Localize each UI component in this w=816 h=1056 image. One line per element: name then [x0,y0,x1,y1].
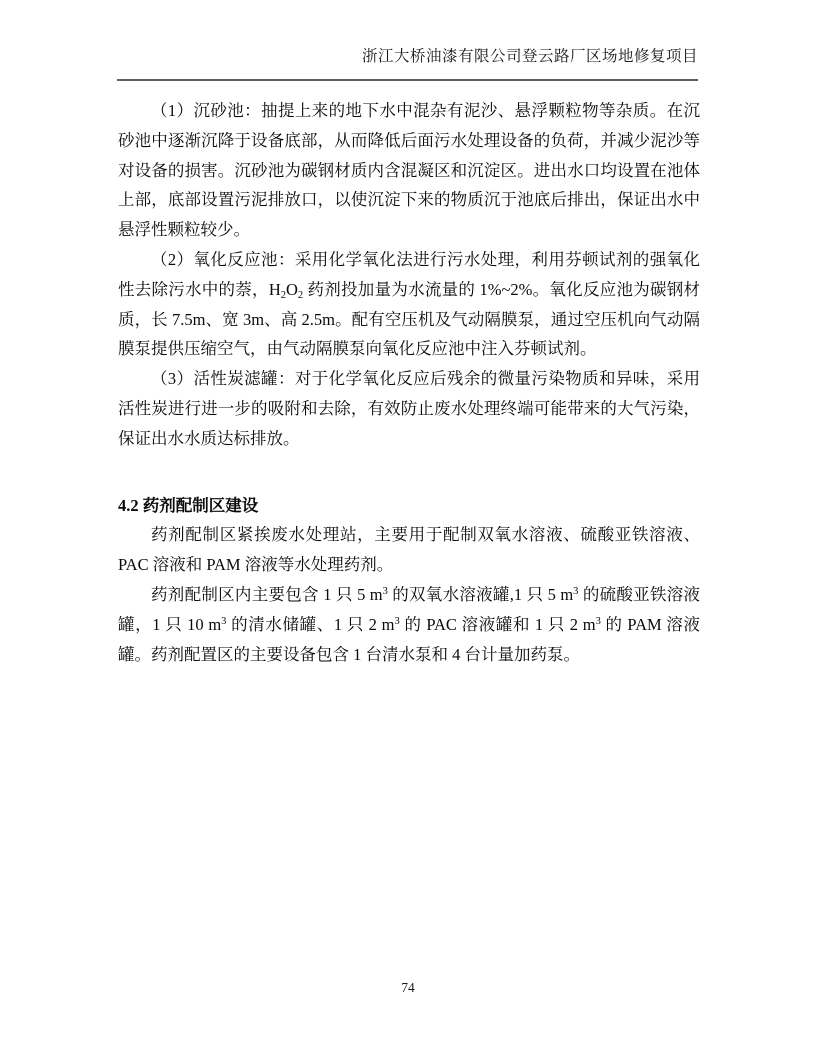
page-header-title: 浙江大桥油漆有限公司登云路厂区场地修复项目 [361,48,698,65]
paragraph-activated-carbon-filter: （3）活性炭滤罐：对于化学氧化反应后残余的微量污染物质和异味，采用活性炭进行进一步的吸附和去除，有效防止废水处理终端可能带来的大气污染，保证出水水质达标排放。 [118,369,700,448]
paragraph-reagent-area-tanks: 药剂配制区内主要包含 1 只 5 $m^3$ 的双氧水溶液罐,1 只 5 $m^3$ 的硫酸亚铁溶液罐，1 只 10 $m^3$ 的清水储罐、1 只 2 $m^3$ 的 PAC 溶液罐和 1 只 2 $m^3$ 的 PAM 溶液罐。药剂配置区的主要设备包含 1 台清水泵和 4 台计量加药泵。 [118,584,701,664]
page-number: 74 [401,980,415,995]
header-rule [117,79,698,81]
paragraph-sand-settling-basin: （1）沉砂池：抽提上来的地下水中混杂有泥沙、悬浮颗粒物等杂质。在沉砂池中逐渐沉降于设备底部，从而降低后面污水处理设备的负荷，并减少泥沙等对设备的损害。沉砂池为碳钢材质内含混凝区和沉淀区。进出水口均设置在池体上部，底部设置污泥排放口，以使沉淀下来的物质沉于池底后排出，保证出水中悬浮性颗粒较少。 [118,101,700,240]
paragraph-reagent-area-intro: 药剂配制区紧挨废水处理站，主要用于配制双氧水溶液、硫酸亚铁溶液、PAC 溶液和 PAM 溶液等水处理药剂。 [118,525,700,575]
paragraph-oxidation-reaction-pool: （2）氧化反应池：采用化学氧化法进行污水处理，利用芬顿试剂的强氧化性去除污水中的萘，$H_2O_2$ 药剂投加量为水流量的 1%~2%。氧化反应池为碳钢材质，长 7.5m、宽 3m、高 2.5m。配有空压机及气动隔膜泵，通过空压机向气动隔膜泵提供压缩空气，由气动隔膜泵向氧化反应池中注入芬顿试剂。 [118,249,700,359]
page-footer [0,980,816,996]
section-heading-4-2: 4.2 药剂配制区建设 [118,495,259,515]
document-body [118,96,700,669]
